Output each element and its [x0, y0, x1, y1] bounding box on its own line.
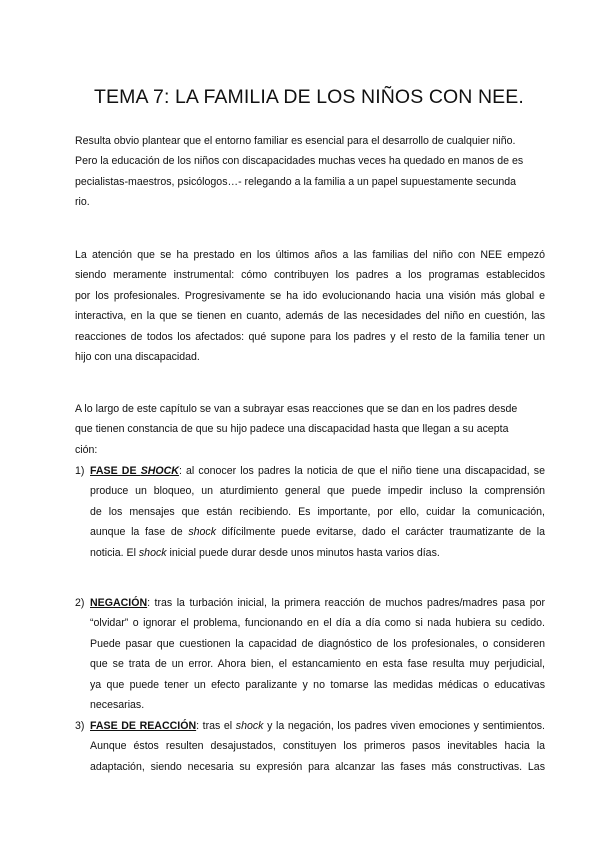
list-line: Aunque éstos resulten desajustados, constituyen los primeros pasos inevitables hacia la [90, 740, 545, 753]
paragraph-line: A lo largo de este capítulo se van a subrayar esas reacciones que se dan en los padres desde [75, 403, 518, 415]
list-line: necesarias. [90, 699, 145, 712]
paragraph-line: siendo meramente instrumental: cómo contribuyen los padres a los programas establecidos [75, 269, 545, 282]
list-line: ya que puede tener un efecto paralizante y no tomarse las medidas médicas o educativas [90, 678, 545, 691]
list-line: NEGACIÓN: tras la turbación inicial, la primera reacción de muchos padres/madres pasa por [90, 597, 545, 609]
list-line: produce un bloqueo, un aturdimiento general que puede impedir incluso la comprensión [90, 485, 545, 498]
paragraph-attention [75, 245, 545, 367]
paragraph-line: La atención que se ha prestado en los últimos años a las familias del niño con NEE empezó [75, 249, 545, 261]
list-line: aunque la fase de shock difícilmente puede evitarse, dado el carácter traumatizante de la [90, 526, 545, 539]
phase-heading: FASE DE REACCIÓN [90, 720, 197, 732]
list-number: 1) [75, 465, 85, 477]
list-line: que se trata de un error. Ahora bien, el estancamiento en esta fase resulta muy perjudicial, [90, 658, 545, 671]
list-line: Puede pasar que cuestionen la capacidad de diagnóstico de los profesionales, o consideren [90, 637, 545, 650]
list-number: 2) [75, 597, 85, 609]
list-line: FASE DE SHOCK: al conocer los padres la noticia de que el niño tiene una discapacidad, se [90, 465, 545, 477]
list-line: FASE DE REACCIÓN: tras el shock y la negación, los padres viven emociones y sentimientos. [90, 720, 545, 732]
paragraph-chapter-intro [75, 399, 545, 460]
list-item-reaccion [75, 716, 545, 777]
paragraph-line: rio. [75, 196, 90, 209]
paragraph-intro [75, 131, 545, 213]
paragraph-line: por los profesionales. Progresivamente se ha ido evolucionando hacia una visión más global e [75, 289, 545, 302]
list-item-negacion [75, 593, 545, 715]
list-line: de los mensajes que están recibiendo. Es importante, por ello, cuidar la comunicación, [90, 505, 545, 518]
paragraph-line: que tienen constancia de que su hijo padece una discapacidad hasta que llegan a su acepta [75, 423, 509, 436]
list-line: noticia. El shock inicial puede durar desde unos minutos hasta varios días. [90, 546, 440, 559]
list-number: 3) [75, 720, 85, 732]
paragraph-line: ción: [75, 443, 98, 456]
paragraph-line: Resulta obvio plantear que el entorno familiar es esencial para el desarrollo de cualquier niño. [75, 135, 516, 147]
phase-heading: FASE DE SHOCK [90, 465, 179, 477]
phase-heading: NEGACIÓN [90, 597, 148, 609]
paragraph-line: pecialistas-maestros, psicólogos…- relegando a la familia a un papel supuestamente secunda [75, 175, 517, 188]
list-item-shock [75, 461, 545, 563]
list-line: adaptación, siendo necesaria su expresión para alcanzar las fases más constructivas. Las [90, 760, 545, 773]
paragraph-line: hijo con una discapacidad. [75, 351, 200, 364]
page-title: TEMA 7: LA FAMILIA DE LOS NIÑOS CON NEE. [94, 86, 524, 108]
paragraph-line: interactiva, en la que se tienen en cuanto, además de las necesidades del niño en cuestión, las [75, 310, 545, 323]
paragraph-line: Pero la educación de los niños con discapacidades muchas veces ha quedado en manos de es [75, 155, 524, 168]
list-line: “olvidar” o ignorar el problema, funcionando en el día a día como si nada hubiera su cedido. [90, 617, 545, 630]
paragraph-line: reacciones de todos los afectados: qué supone para los padres y el resto de la familia tener un [75, 330, 545, 343]
